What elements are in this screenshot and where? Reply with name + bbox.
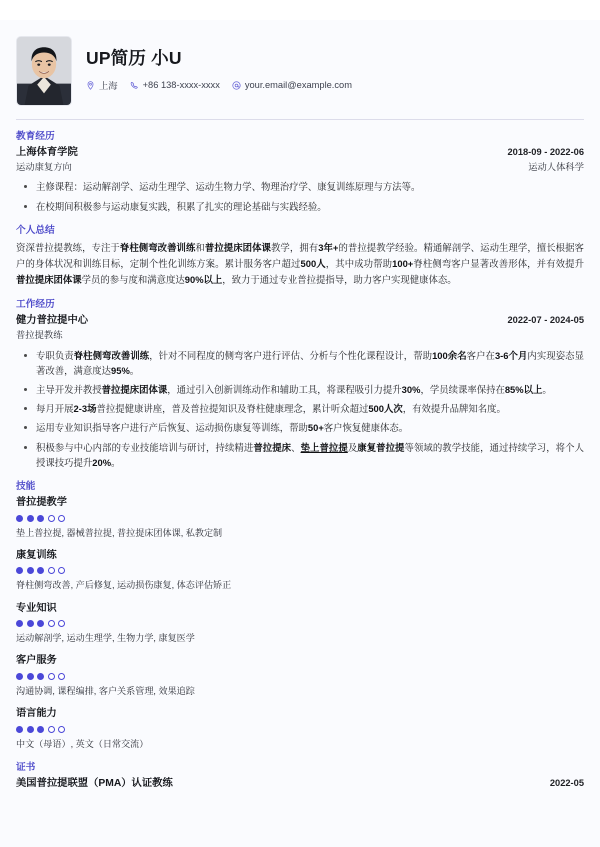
certificate-name: 美国普拉提联盟（PMA）认证教练 <box>16 777 173 789</box>
list-item: 主修课程：运动解剖学、运动生理学、运动生物力学、物理治疗学、康复训练原理与方法等。 <box>16 179 584 194</box>
rating-dot-filled <box>16 515 23 522</box>
skill-level-rating <box>16 515 584 522</box>
section-title-skills: 技能 <box>16 481 36 493</box>
skill-name: 普拉提教学 <box>16 496 67 508</box>
rating-dot-filled <box>16 620 23 627</box>
resume-page <box>0 20 600 847</box>
email-at-icon <box>232 81 241 90</box>
phone-icon <box>130 81 139 90</box>
skill-name: 语言能力 <box>16 708 57 720</box>
contact-email-text: your.email@example.com <box>244 80 352 90</box>
list-item: 主导开发并教授普拉提床团体课，通过引入创新训练动作和辅助工具，将课程吸引力提升30%，学员续课率保持在85%以上。 <box>16 382 584 397</box>
skill-item <box>16 654 584 698</box>
skills-list <box>16 496 584 751</box>
list-item: 积极参与中心内部的专业技能培训与研讨，持续精进普拉提床、垫上普拉提及康复普拉提等领域的教学技能，通过持续学习，将个人授课技巧提升20%。 <box>16 440 584 470</box>
skill-keywords: 中文（母语）, 英文（日常交流） <box>16 739 149 750</box>
skill-item <box>16 707 584 751</box>
rating-dot-filled <box>37 620 44 627</box>
contact-location-text: 上海 <box>99 81 118 91</box>
list-item: 每月开展2-3场普拉提健康讲座，普及普拉提知识及脊柱健康理念，累计听众超过500人次，有效提升品牌知名度。 <box>16 401 584 416</box>
skill-item <box>16 496 584 540</box>
rating-dot-empty <box>48 620 55 627</box>
rating-dot-empty <box>58 673 65 680</box>
section-title-certificates: 证书 <box>16 762 36 774</box>
section-title-summary: 个人总结 <box>16 224 55 236</box>
education-date: 2018-09 - 2022-06 <box>507 146 584 157</box>
contact-phone <box>130 80 220 90</box>
skill-item <box>16 602 584 646</box>
education-major: 运动人体科学 <box>528 161 584 172</box>
rating-dot-empty <box>48 567 55 574</box>
education-direction: 运动康复方向 <box>16 161 72 172</box>
section-certificates <box>0 751 600 792</box>
skill-level-rating <box>16 726 584 733</box>
contact-list <box>86 78 352 92</box>
page-title: UP简历 小U <box>86 48 182 68</box>
rating-dot-filled <box>16 567 23 574</box>
section-skills <box>0 470 600 751</box>
skill-level-rating <box>16 673 584 680</box>
section-title-work: 工作经历 <box>16 299 55 311</box>
avatar <box>16 36 72 106</box>
work-role: 普拉提教练 <box>16 329 63 340</box>
skill-item <box>16 549 584 593</box>
education-entry-sub <box>16 161 584 175</box>
rating-dot-filled <box>27 726 34 733</box>
contact-email <box>232 80 352 90</box>
certificate-entry <box>16 777 584 792</box>
rating-dot-filled <box>27 673 34 680</box>
skill-name: 专业知识 <box>16 602 57 614</box>
work-company: 健力普拉提中心 <box>16 314 89 326</box>
list-item: 运用专业知识指导客户进行产后恢复、运动损伤康复等训练，帮助50+客户恢复健康体态。 <box>16 420 584 435</box>
work-date: 2022-07 - 2024-05 <box>507 314 584 325</box>
section-education <box>0 120 600 214</box>
skill-keywords: 运动解剖学, 运动生理学, 生物力学, 康复医学 <box>16 633 195 644</box>
location-pin-icon <box>86 81 95 90</box>
skill-level-rating <box>16 567 584 574</box>
resume-header <box>0 20 600 106</box>
skill-keywords: 沟通协调, 课程编排, 客户关系管理, 效果追踪 <box>16 686 195 697</box>
skill-name: 康复训练 <box>16 549 57 561</box>
skill-keywords: 脊柱侧弯改善, 产后修复, 运动损伤康复, 体态评估矫正 <box>16 580 232 591</box>
skill-name: 客户服务 <box>16 655 57 667</box>
rating-dot-empty <box>48 726 55 733</box>
rating-dot-filled <box>27 567 34 574</box>
contact-phone-text: +86 138-xxxx-xxxx <box>142 80 220 90</box>
education-bullets <box>16 179 584 213</box>
work-bullets <box>16 348 584 471</box>
list-item: 专职负责脊柱侧弯改善训练，针对不同程度的侧弯客户进行评估、分析与个性化课程设计，帮助100余名客户在3-6个月内实现姿态显著改善，满意度达95%。 <box>16 348 584 378</box>
skill-keywords: 垫上普拉提, 器械普拉提, 普拉提床团体课, 私教定制 <box>16 527 223 538</box>
contact-location <box>86 78 118 92</box>
work-entry-header <box>16 314 584 329</box>
header-text-block <box>86 36 352 92</box>
rating-dot-empty <box>48 515 55 522</box>
summary-text: 资深普拉提教练，专注于脊柱侧弯改善训练和普拉提床团体课教学，拥有3年+的普拉提教学经验。精通解剖学、运动生理学，擅长根据客户的身体状况和训练目标，定制个性化训练方案。累计服务客户超过500人，其中成功帮助100+脊柱侧弯客户显著改善形体，并有效提升普拉提床团体课学员的参与度和满意度达90%以上，致力于通过专业普拉提指导，助力客户实现健康体态。 <box>16 241 584 285</box>
section-summary <box>0 214 600 288</box>
list-item: 在校期间积极参与运动康复实践，积累了扎实的理论基础与实践经验。 <box>16 199 584 214</box>
certificate-date: 2022-05 <box>549 777 584 788</box>
rating-dot-filled <box>16 726 23 733</box>
rating-dot-filled <box>16 673 23 680</box>
rating-dot-filled <box>37 673 44 680</box>
section-work <box>0 288 600 470</box>
rating-dot-empty <box>58 726 65 733</box>
section-title-education: 教育经历 <box>16 131 55 142</box>
rating-dot-empty <box>48 673 55 680</box>
page-top-margin <box>0 0 600 20</box>
skill-level-rating <box>16 620 584 627</box>
rating-dot-filled <box>37 515 44 522</box>
rating-dot-filled <box>27 620 34 627</box>
rating-dot-filled <box>27 515 34 522</box>
rating-dot-filled <box>37 567 44 574</box>
rating-dot-filled <box>37 726 44 733</box>
rating-dot-empty <box>58 515 65 522</box>
education-entry-header <box>16 146 584 161</box>
education-school: 上海体育学院 <box>16 146 78 158</box>
rating-dot-empty <box>58 620 65 627</box>
rating-dot-empty <box>58 567 65 574</box>
